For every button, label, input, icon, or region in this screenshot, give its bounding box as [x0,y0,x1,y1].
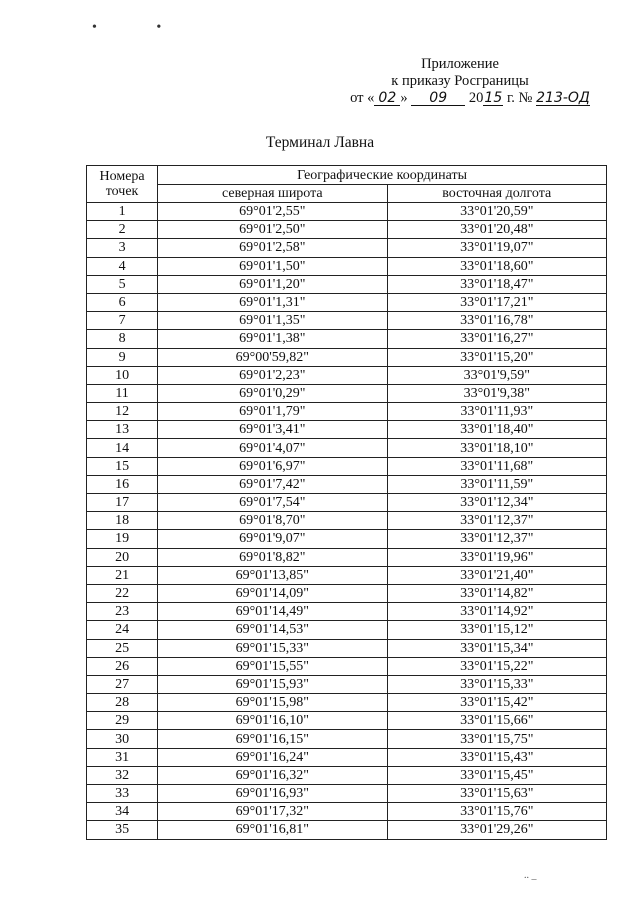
header-longitude: восточная долгота [387,185,606,203]
point-number-cell: 19 [87,530,158,548]
header-point-number: Номера точек [87,166,158,203]
point-number-cell: 6 [87,293,158,311]
latitude-cell: 69°01'9,07" [158,530,387,548]
latitude-cell: 69°00'59,82" [158,348,387,366]
table-row [87,694,607,712]
longitude-cell: 33°01'20,59" [387,203,606,221]
table-row [87,384,607,402]
scan-marks: • • [92,20,190,35]
table-row [87,439,607,457]
longitude-cell: 33°01'11,59" [387,475,606,493]
longitude-cell: 33°01'21,40" [387,566,606,584]
latitude-cell: 69°01'15,93" [158,675,387,693]
point-number-cell: 30 [87,730,158,748]
table-row [87,530,607,548]
table-row [87,239,607,257]
longitude-cell: 33°01'18,47" [387,275,606,293]
table-row [87,803,607,821]
point-number-cell: 9 [87,348,158,366]
table-row [87,257,607,275]
point-number-cell: 11 [87,384,158,402]
latitude-cell: 69°01'8,82" [158,548,387,566]
latitude-cell: 69°01'14,49" [158,603,387,621]
point-number-cell: 14 [87,439,158,457]
point-number-cell: 8 [87,330,158,348]
point-number-cell: 31 [87,748,158,766]
latitude-cell: 69°01'15,33" [158,639,387,657]
latitude-cell: 69°01'14,09" [158,584,387,602]
table-row [87,403,607,421]
annex-order-ref: к приказу Росграницы [391,73,529,89]
longitude-cell: 33°01'9,38" [387,384,606,402]
latitude-cell: 69°01'1,79" [158,403,387,421]
handwritten-order-number: 213-ОД [536,90,590,106]
point-number-cell: 29 [87,712,158,730]
table-row [87,821,607,839]
latitude-cell: 69°01'16,24" [158,748,387,766]
latitude-cell: 69°01'15,98" [158,694,387,712]
point-number-cell: 2 [87,221,158,239]
longitude-cell: 33°01'15,33" [387,675,606,693]
date-mid: » [400,90,408,106]
longitude-cell: 33°01'15,75" [387,730,606,748]
latitude-cell: 69°01'16,10" [158,712,387,730]
table-row [87,475,607,493]
latitude-cell: 69°01'6,97" [158,457,387,475]
handwritten-month: 09 [411,91,465,106]
latitude-cell: 69°01'4,07" [158,439,387,457]
table-row [87,748,607,766]
table-row [87,621,607,639]
latitude-cell: 69°01'2,58" [158,239,387,257]
table-row [87,421,607,439]
header-geo-coordinates: Географические координаты [158,166,607,185]
longitude-cell: 33°01'14,92" [387,603,606,621]
table-row [87,494,607,512]
annex-title: Приложение [421,56,499,72]
table-row [87,566,607,584]
longitude-cell: 33°01'15,42" [387,694,606,712]
table-row [87,584,607,602]
point-number-cell: 5 [87,275,158,293]
table-row [87,512,607,530]
point-number-cell: 34 [87,803,158,821]
number-prefix: г. № [506,90,533,106]
point-number-cell: 12 [87,403,158,421]
latitude-cell: 69°01'16,32" [158,766,387,784]
longitude-cell: 33°01'15,43" [387,748,606,766]
longitude-cell: 33°01'15,76" [387,803,606,821]
latitude-cell: 69°01'1,38" [158,330,387,348]
longitude-cell: 33°01'29,26" [387,821,606,839]
table-row [87,293,607,311]
point-number-cell: 27 [87,675,158,693]
longitude-cell: 33°01'12,37" [387,512,606,530]
longitude-cell: 33°01'17,21" [387,293,606,311]
latitude-cell: 69°01'1,35" [158,312,387,330]
longitude-cell: 33°01'16,27" [387,330,606,348]
table-row [87,730,607,748]
table-row [87,675,607,693]
point-number-cell: 26 [87,657,158,675]
point-number-cell: 13 [87,421,158,439]
table-row [87,639,607,657]
point-number-cell: 35 [87,821,158,839]
latitude-cell: 69°01'1,31" [158,293,387,311]
handwritten-year: 15 [484,90,503,106]
table-row [87,548,607,566]
point-number-cell: 22 [87,584,158,602]
table-row [87,457,607,475]
latitude-cell: 69°01'7,54" [158,494,387,512]
latitude-cell: 69°01'13,85" [158,566,387,584]
scan-mark-bottom: .. _ [524,870,537,881]
point-number-cell: 25 [87,639,158,657]
longitude-cell: 33°01'15,12" [387,621,606,639]
table-row [87,766,607,784]
latitude-cell: 69°01'1,50" [158,257,387,275]
latitude-cell: 69°01'2,23" [158,366,387,384]
table-body [87,203,607,840]
longitude-cell: 33°01'11,68" [387,457,606,475]
point-number-cell: 20 [87,548,158,566]
table-row [87,221,607,239]
header-latitude: северная широта [158,185,387,203]
longitude-cell: 33°01'19,96" [387,548,606,566]
date-prefix: от « [350,90,375,106]
point-number-cell: 23 [87,603,158,621]
latitude-cell: 69°01'16,81" [158,821,387,839]
latitude-cell: 69°01'1,20" [158,275,387,293]
document-title: Терминал Лавна [265,134,375,151]
annex-date-line [330,90,590,107]
longitude-cell: 33°01'14,82" [387,584,606,602]
latitude-cell: 69°01'15,55" [158,657,387,675]
longitude-cell: 33°01'20,48" [387,221,606,239]
latitude-cell: 69°01'2,55" [158,203,387,221]
longitude-cell: 33°01'19,07" [387,239,606,257]
longitude-cell: 33°01'18,10" [387,439,606,457]
longitude-cell: 33°01'12,34" [387,494,606,512]
longitude-cell: 33°01'18,40" [387,421,606,439]
longitude-cell: 33°01'15,45" [387,766,606,784]
latitude-cell: 69°01'16,15" [158,730,387,748]
latitude-cell: 69°01'7,42" [158,475,387,493]
latitude-cell: 69°01'0,29" [158,384,387,402]
table-row [87,312,607,330]
table-row [87,712,607,730]
coordinates-table [86,165,607,840]
point-number-cell: 32 [87,766,158,784]
longitude-cell: 33°01'15,22" [387,657,606,675]
table-row [87,785,607,803]
latitude-cell: 69°01'3,41" [158,421,387,439]
table-row [87,348,607,366]
table-row [87,203,607,221]
latitude-cell: 69°01'8,70" [158,512,387,530]
latitude-cell: 69°01'14,53" [158,621,387,639]
longitude-cell: 33°01'18,60" [387,257,606,275]
point-number-cell: 21 [87,566,158,584]
point-number-cell: 33 [87,785,158,803]
table-row [87,330,607,348]
latitude-cell: 69°01'17,32" [158,803,387,821]
latitude-cell: 69°01'2,50" [158,221,387,239]
point-number-cell: 17 [87,494,158,512]
point-number-cell: 10 [87,366,158,384]
longitude-cell: 33°01'11,93" [387,403,606,421]
point-number-cell: 3 [87,239,158,257]
table-row [87,275,607,293]
point-number-cell: 18 [87,512,158,530]
table-row [87,657,607,675]
longitude-cell: 33°01'15,20" [387,348,606,366]
table-row [87,603,607,621]
longitude-cell: 33°01'15,63" [387,785,606,803]
point-number-cell: 24 [87,621,158,639]
point-number-cell: 28 [87,694,158,712]
handwritten-day: 02 [374,91,400,106]
longitude-cell: 33°01'16,78" [387,312,606,330]
year-prefix: 20 [468,90,484,106]
annex-header [330,56,590,107]
point-number-cell: 1 [87,203,158,221]
longitude-cell: 33°01'9,59" [387,366,606,384]
table-row [87,366,607,384]
longitude-cell: 33°01'15,66" [387,712,606,730]
point-number-cell: 16 [87,475,158,493]
latitude-cell: 69°01'16,93" [158,785,387,803]
point-number-cell: 7 [87,312,158,330]
longitude-cell: 33°01'12,37" [387,530,606,548]
longitude-cell: 33°01'15,34" [387,639,606,657]
point-number-cell: 15 [87,457,158,475]
point-number-cell: 4 [87,257,158,275]
